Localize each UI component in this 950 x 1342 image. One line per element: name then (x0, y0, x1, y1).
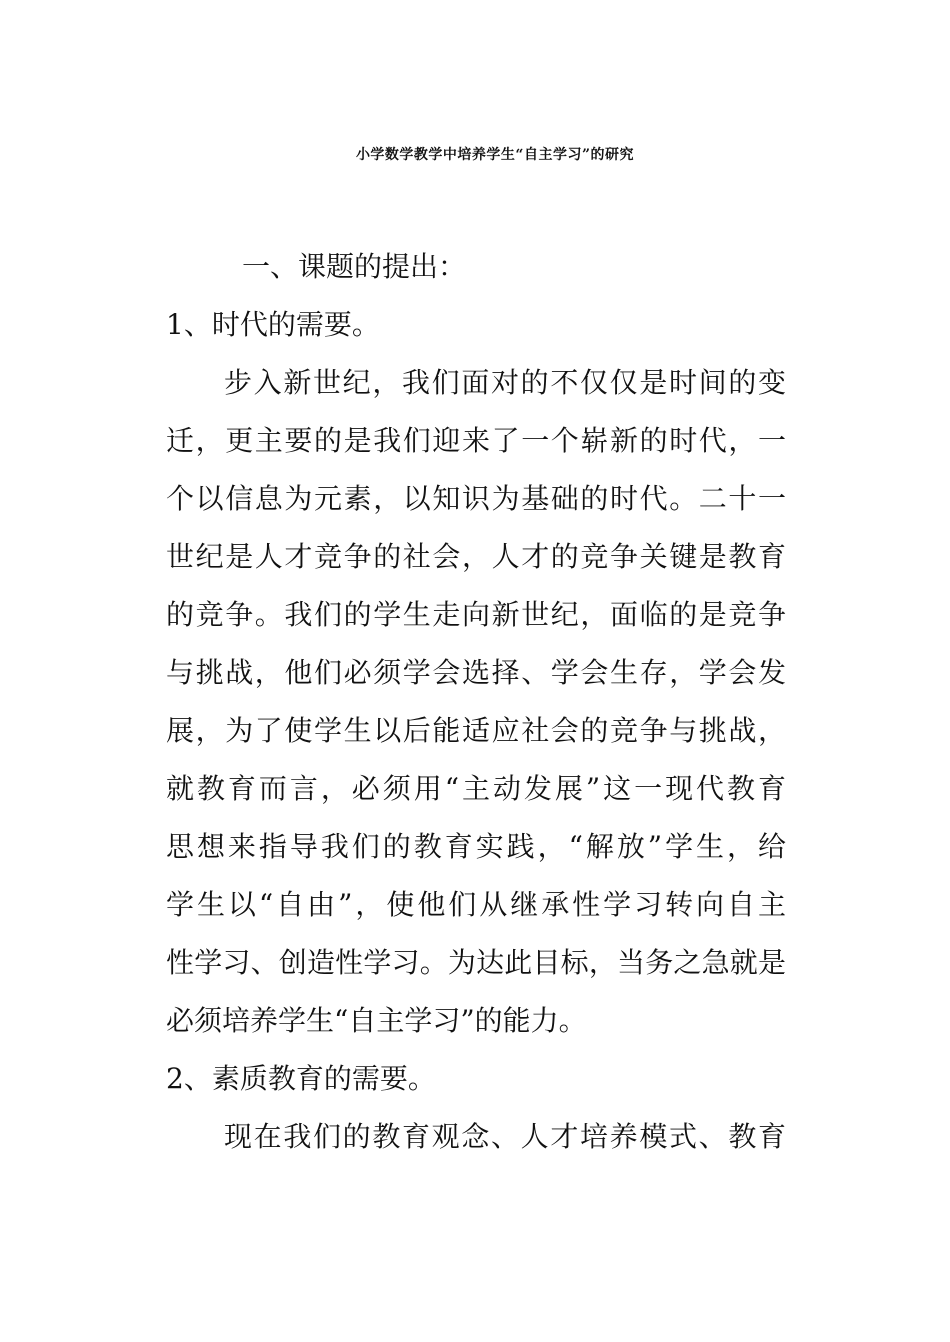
paragraph-line: 必须培养学生“自主学习”的能力。 (166, 1004, 587, 1037)
page-header: 小学数学教学中培养学生“自主学习”的研究 (355, 147, 635, 163)
paragraph-line: 个以信息为元素，以知识为基础的时代。二十一 (166, 482, 786, 515)
paragraph-line: 世纪是人才竞争的社会，人才的竞争关键是教育 (166, 540, 786, 573)
paragraph-1 (166, 354, 786, 1050)
document-body (166, 238, 786, 1166)
item-heading-1: 1、时代的需要。 (166, 308, 380, 341)
paragraph-line: 的竞争。我们的学生走向新世纪，面临的是竞争 (166, 598, 786, 631)
paragraph-line: 步入新世纪，我们面对的不仅仅是时间的变 (224, 366, 786, 399)
paragraph-line: 思想来指导我们的教育实践，“解放”学生，给 (166, 830, 786, 863)
paragraph-line: 就教育而言，必须用“主动发展”这一现代教育 (166, 772, 786, 805)
paragraph-line: 学生以“自由”，使他们从继承性学习转向自主 (166, 888, 786, 921)
paragraph-line: 现在我们的教育观念、人才培养模式、教育 (224, 1120, 786, 1153)
paragraph-2 (166, 1108, 786, 1166)
paragraph-line: 展，为了使学生以后能适应社会的竞争与挑战， (166, 714, 786, 747)
paragraph-line: 迁，更主要的是我们迎来了一个崭新的时代，一 (166, 424, 786, 457)
paragraph-line: 与挑战，他们必须学会选择、学会生存，学会发 (166, 656, 786, 689)
section-heading: 一、课题的提出： (242, 250, 467, 283)
paragraph-line: 性学习、创造性学习。为达此目标，当务之急就是 (166, 946, 786, 979)
item-heading-2: 2、素质教育的需要。 (166, 1062, 436, 1095)
